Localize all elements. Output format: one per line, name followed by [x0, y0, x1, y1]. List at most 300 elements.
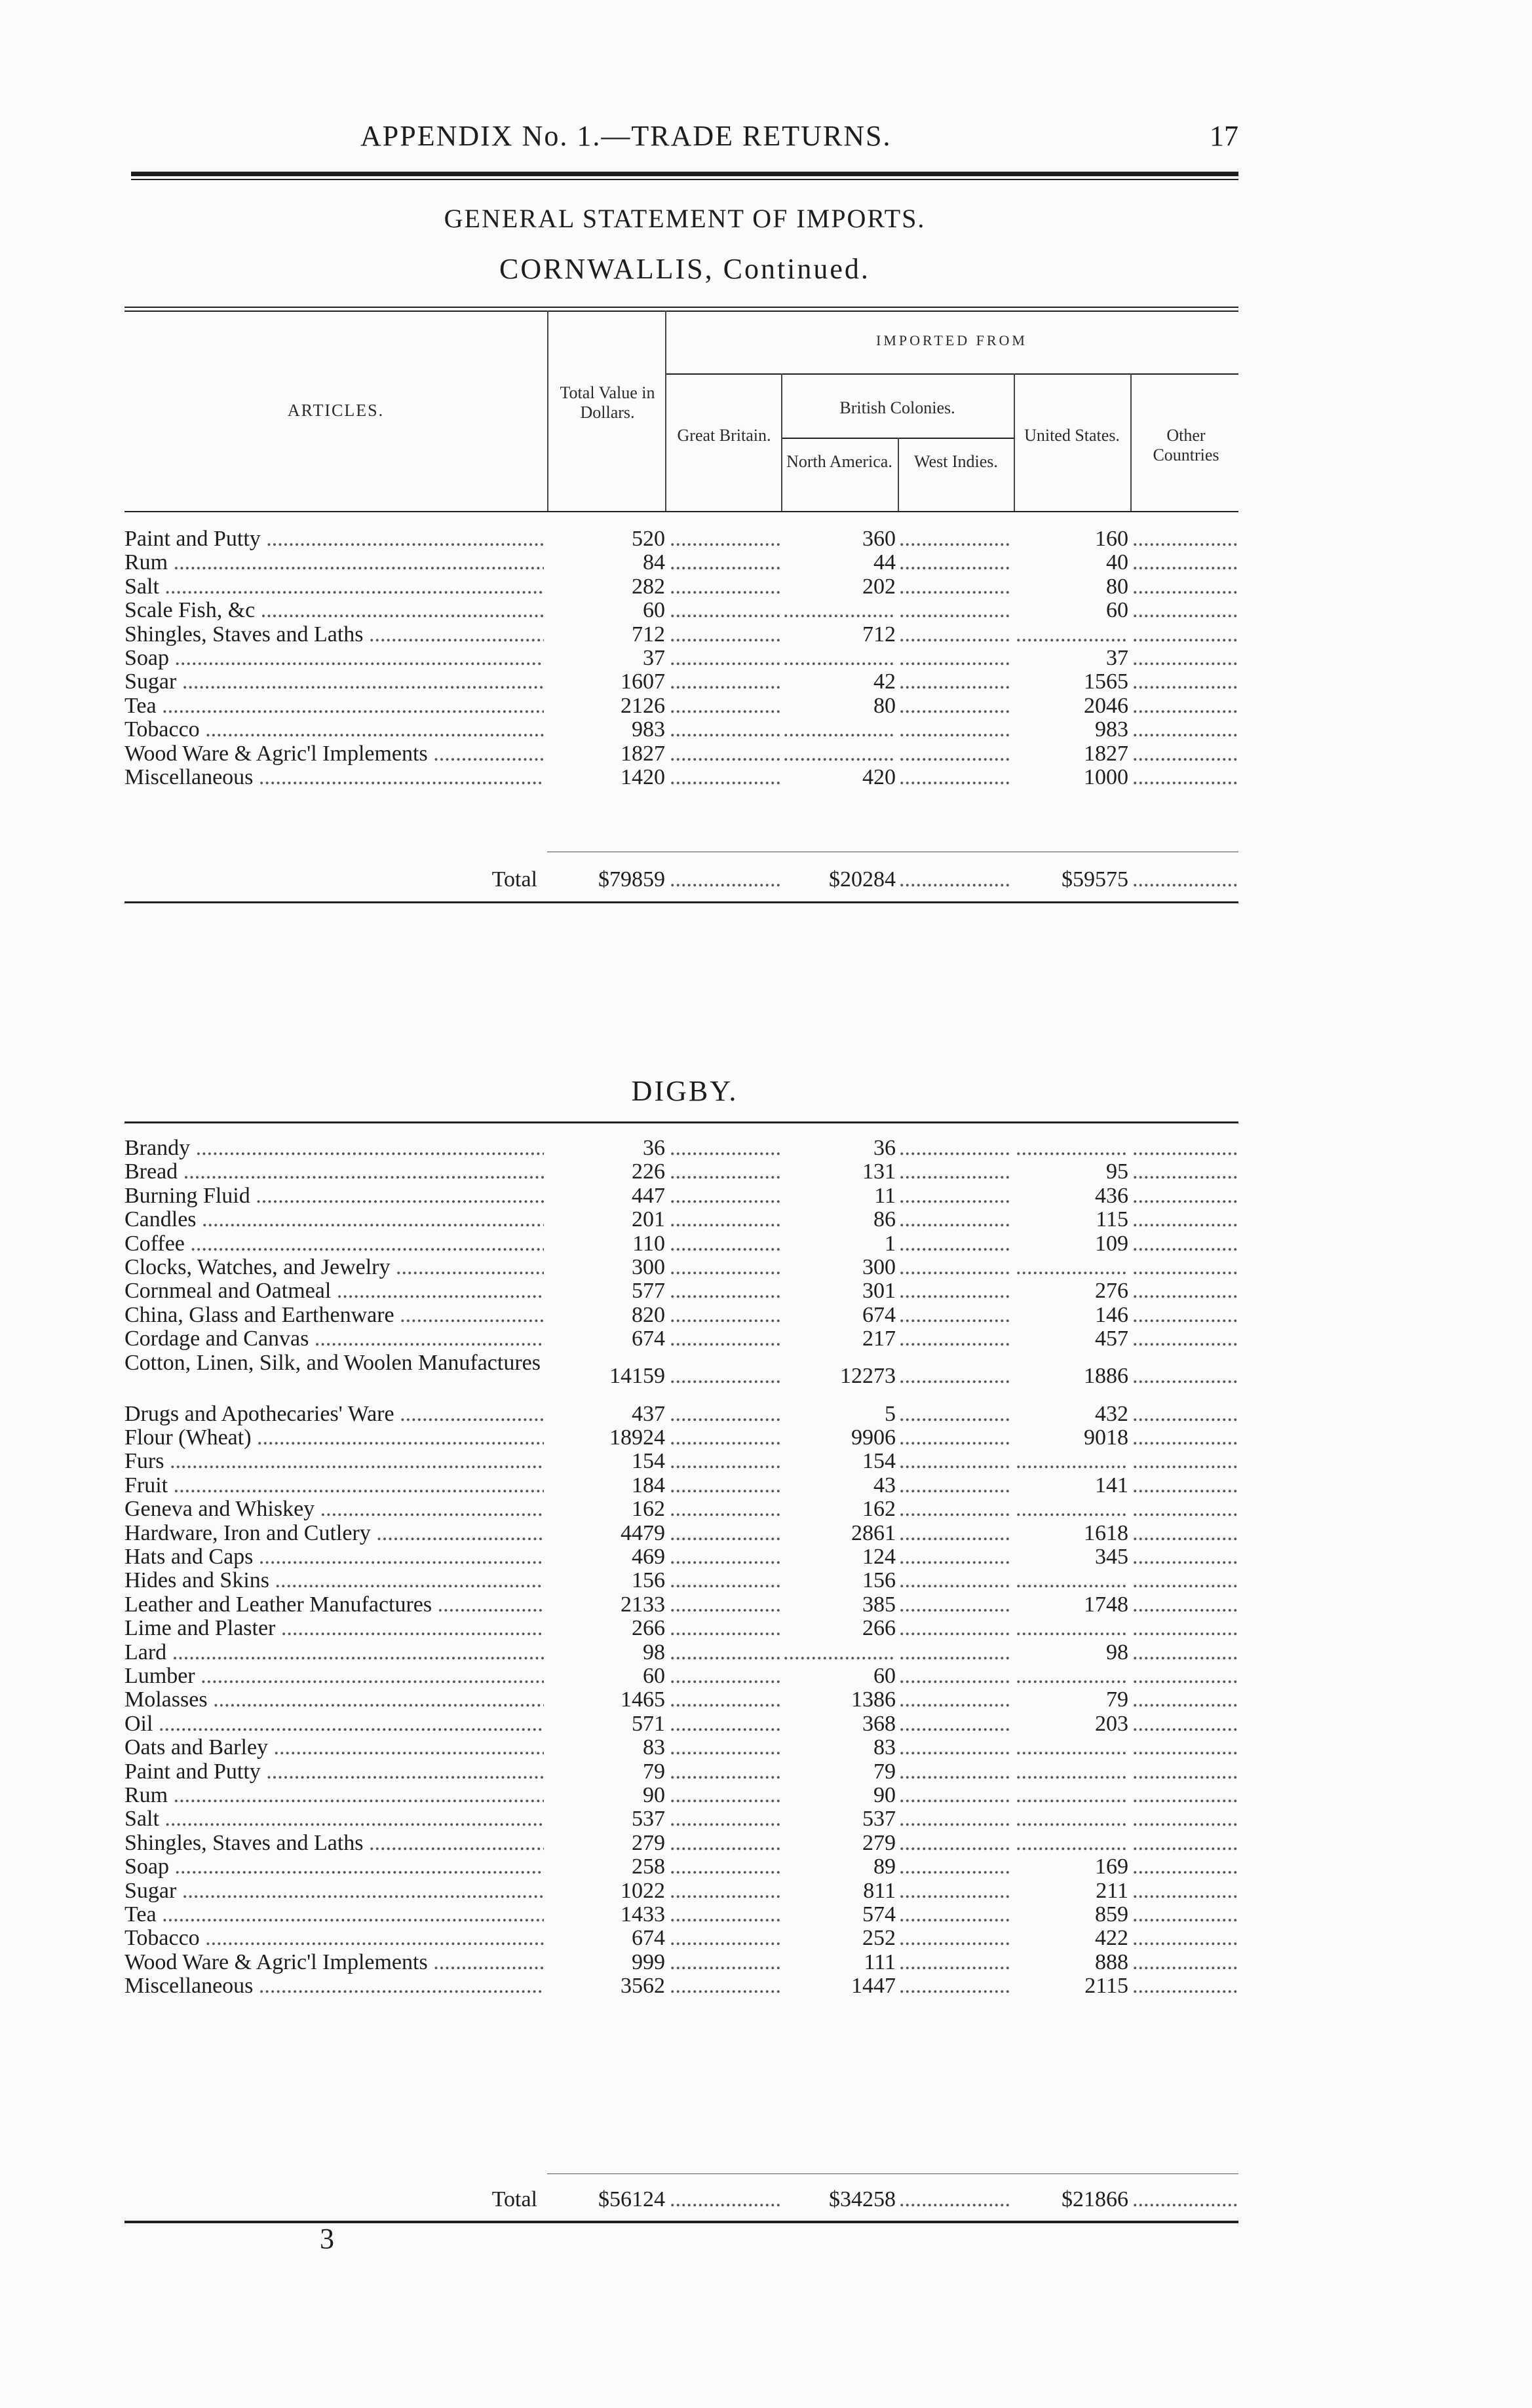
table-row: [0, 670, 1532, 694]
empty-cell: [1132, 1617, 1238, 1640]
value-total: 1607: [621, 670, 665, 694]
empty-cell: [670, 1137, 781, 1160]
value-total: 110: [632, 1232, 665, 1256]
table-row: [0, 1641, 1532, 1665]
empty-cell: [1132, 1951, 1238, 1974]
table-row: [0, 742, 1532, 766]
value-total: 447: [632, 1184, 665, 1208]
empty-cell: [670, 647, 781, 670]
empty-cell: [1132, 1426, 1238, 1450]
empty-cell: [1132, 742, 1238, 766]
value-total: 674: [632, 1327, 665, 1351]
empty-cell: [670, 1304, 781, 1327]
article-name: Lumber .....: [124, 1665, 544, 1688]
empty-cell: [1016, 1137, 1128, 1160]
value-na: 44: [873, 551, 896, 575]
running-head: [131, 119, 1238, 159]
table-row: [0, 766, 1532, 789]
digby-top-rule: [124, 1121, 1238, 1123]
empty-cell: [899, 1617, 1012, 1640]
empty-cell: [1132, 1474, 1238, 1497]
value-na: 266: [862, 1617, 896, 1641]
empty-cell: [1016, 1665, 1128, 1688]
empty-cell: [1016, 1450, 1128, 1473]
empty-cell: [1132, 575, 1238, 599]
empty-cell: [1132, 623, 1238, 647]
table-row: [0, 1137, 1532, 1160]
empty-cell: [899, 1474, 1012, 1497]
table-row: [0, 1879, 1532, 1903]
value-total: 820: [632, 1303, 665, 1327]
article-name: Miscellaneous .....: [124, 1974, 544, 1998]
empty-cell: [1132, 1137, 1238, 1160]
value-total: 520: [632, 527, 665, 551]
empty-cell: [1132, 670, 1238, 694]
empty-cell: [899, 1450, 1012, 1473]
empty-cell: [1132, 1450, 1238, 1473]
article-name: Lard .....: [124, 1641, 544, 1665]
empty-cell: [1132, 1879, 1238, 1903]
value-na: 1: [885, 1232, 896, 1256]
article-name: Sugar .....: [124, 670, 544, 694]
value-na: 574: [862, 1903, 896, 1927]
value-na: 42: [873, 670, 896, 694]
empty-cell: [783, 742, 896, 766]
article-name: Wood Ware & Agric'l Implements .....: [124, 742, 544, 766]
value-total: 37: [643, 647, 665, 670]
value-na: 217: [862, 1327, 896, 1351]
empty-cell: [670, 1184, 781, 1208]
value-total: 674: [632, 1927, 665, 1951]
empty-cell: [670, 527, 781, 551]
value-total: 537: [632, 1807, 665, 1832]
running-title: APPENDIX No. 1.—TRADE RETURNS.: [360, 120, 892, 152]
empty-cell: [899, 1160, 1012, 1184]
empty-cell: [670, 1712, 781, 1736]
digby-title: DIGBY.: [631, 1075, 738, 1107]
empty-cell: [899, 868, 1012, 892]
article-name: Coffee .....: [124, 1232, 544, 1256]
empty-cell: [783, 718, 896, 742]
total-row: [0, 2188, 1532, 2211]
empty-cell: [1016, 623, 1128, 647]
empty-cell: [899, 694, 1012, 718]
empty-cell: [1132, 2188, 1238, 2211]
table-row: [0, 1497, 1532, 1521]
empty-cell: [899, 1184, 1012, 1208]
empty-cell: [899, 599, 1012, 622]
article-name: Salt .....: [124, 575, 544, 599]
value-us: 115: [1096, 1208, 1128, 1232]
empty-cell: [670, 694, 781, 718]
empty-cell: [899, 766, 1012, 789]
empty-cell: [899, 1712, 1012, 1736]
empty-cell: [670, 1736, 781, 1759]
table-row: [0, 1402, 1532, 1426]
article-name: Flour (Wheat) .....: [124, 1426, 544, 1450]
empty-cell: [670, 1327, 781, 1351]
digby-end-rule: [124, 2221, 1238, 2223]
value-total: 258: [632, 1855, 665, 1879]
table-row: [0, 1450, 1532, 1473]
value-na: 156: [862, 1569, 896, 1593]
value-us: 141: [1095, 1473, 1128, 1497]
header-top-rule: [124, 307, 1238, 308]
value-us: 109: [1095, 1232, 1128, 1256]
statement-title: GENERAL STATEMENT OF IMPORTS.: [444, 204, 926, 233]
empty-cell: [670, 1974, 781, 1998]
empty-cell: [1132, 1160, 1238, 1184]
empty-cell: [1132, 1184, 1238, 1208]
empty-cell: [1132, 1760, 1238, 1784]
empty-cell: [670, 1208, 781, 1232]
value-na: 124: [862, 1545, 896, 1569]
empty-cell: [670, 1641, 781, 1665]
empty-cell: [670, 670, 781, 694]
value-total: 266: [632, 1617, 665, 1641]
empty-cell: [670, 1903, 781, 1927]
article-name: Shingles, Staves and Laths .....: [124, 623, 544, 647]
article-name: Paint and Putty .....: [124, 1760, 544, 1784]
empty-cell: [899, 1807, 1012, 1831]
article-name: Cotton, Linen, Silk, and Woolen Manufactures: [124, 1351, 541, 1375]
value-total: 1022: [621, 1879, 665, 1903]
article-name: Lime and Plaster .....: [124, 1617, 544, 1640]
value-total: 184: [632, 1473, 665, 1497]
table-row: [0, 1593, 1532, 1617]
empty-cell: [1132, 551, 1238, 574]
empty-cell: [1132, 1327, 1238, 1351]
value-total: 437: [632, 1402, 665, 1426]
value-us: 1565: [1084, 670, 1128, 694]
value-total: 14159: [609, 1364, 665, 1388]
empty-cell: [670, 1522, 781, 1545]
empty-cell: [899, 527, 1012, 551]
empty-cell: [670, 1545, 781, 1569]
col-divider: [781, 373, 782, 511]
table-row: [0, 1951, 1532, 1974]
table-row: [0, 694, 1532, 718]
table-row: [0, 1903, 1532, 1927]
article-name: Rum .....: [124, 1784, 544, 1807]
table-row: [0, 527, 1532, 551]
cornwallis-end-rule: [124, 901, 1238, 903]
empty-cell: [899, 718, 1012, 742]
value-na: 301: [862, 1279, 896, 1304]
empty-cell: [899, 1784, 1012, 1807]
value-total: 60: [643, 1665, 665, 1688]
article-name: Clocks, Watches, and Jewelry .....: [124, 1256, 544, 1279]
table-row: [0, 1927, 1532, 1950]
value-total: 999: [632, 1950, 665, 1974]
value-us: 2046: [1084, 694, 1128, 718]
table-row: [0, 1208, 1532, 1232]
empty-cell: [1132, 868, 1238, 892]
value-total: 36: [643, 1137, 665, 1160]
empty-cell: [1132, 1208, 1238, 1232]
empty-cell: [670, 1617, 781, 1640]
value-na: 5: [885, 1402, 896, 1426]
empty-cell: [899, 670, 1012, 694]
col-divider: [1014, 373, 1015, 511]
value-us: 80: [1106, 574, 1128, 599]
value-total: 154: [632, 1450, 665, 1474]
value-na: 2861: [851, 1521, 896, 1545]
empty-cell: [670, 1402, 781, 1426]
header-top-rule-2: [124, 310, 1238, 312]
value-na: 89: [873, 1855, 896, 1879]
article-name: Sugar .....: [124, 1879, 544, 1903]
empty-cell: [1132, 1593, 1238, 1617]
value-na: 368: [862, 1712, 896, 1736]
value-us: 345: [1095, 1545, 1128, 1569]
value-total: 1465: [621, 1688, 665, 1712]
article-name: Miscellaneous .....: [124, 766, 544, 789]
empty-cell: [899, 1974, 1012, 1998]
empty-cell: [1132, 1712, 1238, 1736]
empty-cell: [899, 1256, 1012, 1279]
value-total: 1827: [621, 742, 665, 766]
table-row: [0, 1304, 1532, 1327]
value-na: 12273: [840, 1364, 896, 1388]
value-total: 90: [643, 1784, 665, 1807]
value-us: 432: [1095, 1402, 1128, 1426]
empty-cell: [899, 575, 1012, 599]
article-name: Candles .....: [124, 1208, 544, 1232]
header-great-britain: Great Britain.: [677, 426, 771, 445]
value-us: 9018: [1084, 1426, 1128, 1450]
digby-sum-rule: [547, 2173, 1238, 2174]
signature-mark: 3: [320, 2223, 334, 2255]
header-united-states: United States.: [1024, 426, 1120, 445]
header-west-indies: West Indies.: [914, 452, 998, 471]
empty-cell: [670, 575, 781, 599]
value-na: 11: [874, 1184, 896, 1208]
empty-cell: [670, 1426, 781, 1450]
article-name: Shingles, Staves and Laths .....: [124, 1832, 544, 1855]
empty-cell: [670, 1784, 781, 1807]
empty-cell: [1016, 1736, 1128, 1759]
table-row: [0, 551, 1532, 574]
empty-cell: [899, 1327, 1012, 1351]
value-us: 422: [1095, 1927, 1128, 1951]
value-us: 276: [1095, 1279, 1128, 1304]
empty-cell: [670, 868, 781, 892]
header-rule-thin: [131, 179, 1238, 180]
header-british-colonies: British Colonies.: [839, 398, 955, 417]
empty-cell: [899, 1927, 1012, 1950]
value-us: 211: [1096, 1879, 1128, 1903]
value-total: 162: [632, 1497, 665, 1522]
article-name: Salt .....: [124, 1807, 544, 1831]
value-total: 571: [632, 1712, 665, 1736]
value-na: 36: [873, 1137, 896, 1160]
table-row: [0, 1256, 1532, 1279]
table-row: [0, 1784, 1532, 1807]
value-total: 300: [632, 1256, 665, 1279]
article-name: Fruit .....: [124, 1474, 544, 1497]
table-row: [0, 1665, 1532, 1688]
value-na: 154: [862, 1450, 896, 1474]
empty-cell: [1132, 694, 1238, 718]
article-name: Tea .....: [124, 1903, 544, 1927]
empty-cell: [670, 1450, 781, 1473]
empty-cell: [670, 1665, 781, 1688]
empty-cell: [783, 647, 896, 670]
empty-cell: [670, 1855, 781, 1879]
value-total: 98: [643, 1640, 665, 1665]
value-total: 469: [632, 1545, 665, 1569]
empty-cell: [670, 1256, 781, 1279]
value-na: 1447: [851, 1974, 896, 1999]
value-total: 1420: [621, 766, 665, 789]
value-us: 98: [1106, 1640, 1128, 1665]
value-na: 80: [873, 694, 896, 718]
empty-cell: [1132, 1688, 1238, 1712]
empty-cell: [670, 766, 781, 789]
value-us: 436: [1095, 1184, 1128, 1208]
empty-cell: [899, 551, 1012, 574]
value-total: 279: [632, 1831, 665, 1855]
article-name: Brandy .....: [124, 1137, 544, 1160]
section-title: CORNWALLIS, Continued.: [499, 253, 870, 285]
page-number: 17: [1210, 120, 1238, 152]
value-na: 9906: [851, 1426, 896, 1450]
empty-cell: [670, 1593, 781, 1617]
empty-cell: [1132, 1736, 1238, 1759]
table-row: [0, 718, 1532, 742]
empty-cell: [899, 1903, 1012, 1927]
empty-cell: [670, 1569, 781, 1592]
total-us: $21866: [1062, 2188, 1128, 2211]
article-name: Drugs and Apothecaries' Ware .....: [124, 1402, 544, 1426]
empty-cell: [899, 1364, 1012, 1388]
empty-cell: [899, 2188, 1012, 2211]
value-total: 2126: [621, 694, 665, 718]
article-name: Furs .....: [124, 1450, 544, 1473]
article-name: Tobacco .....: [124, 718, 544, 742]
value-us: 1748: [1084, 1592, 1128, 1617]
empty-cell: [1132, 1784, 1238, 1807]
article-name: Soap .....: [124, 647, 544, 670]
empty-cell: [899, 1304, 1012, 1327]
value-na: 811: [863, 1879, 896, 1903]
empty-cell: [899, 1426, 1012, 1450]
value-us: 1886: [1084, 1364, 1128, 1388]
table-row: [0, 1545, 1532, 1569]
empty-cell: [1132, 1569, 1238, 1592]
value-na: 162: [862, 1497, 896, 1522]
value-us: 40: [1106, 551, 1128, 575]
table-row: [0, 1832, 1532, 1855]
header-total-value: Total Value in Dollars.: [560, 383, 655, 422]
empty-cell: [1132, 1232, 1238, 1256]
value-na: 279: [862, 1831, 896, 1855]
value-total: 282: [632, 574, 665, 599]
table-row: [0, 1760, 1532, 1784]
empty-cell: [899, 1832, 1012, 1855]
table-row: [0, 1184, 1532, 1208]
article-name: Tea .....: [124, 694, 544, 718]
value-total: 201: [632, 1208, 665, 1232]
empty-cell: [899, 1497, 1012, 1521]
value-total: 18924: [609, 1426, 665, 1450]
empty-cell: [1132, 766, 1238, 789]
header-other-countries: Other Countries: [1153, 426, 1219, 464]
empty-cell: [670, 551, 781, 574]
empty-cell: [670, 1160, 781, 1184]
total-us: $59575: [1062, 868, 1128, 892]
article-name: Wood Ware & Agric'l Implements .....: [124, 1951, 544, 1974]
table-row: [0, 1736, 1532, 1759]
article-name: Hardware, Iron and Cutlery .....: [124, 1522, 544, 1545]
value-us: 859: [1095, 1903, 1128, 1927]
value-na: 90: [873, 1784, 896, 1807]
article-name: Rum .....: [124, 551, 544, 574]
empty-cell: [1016, 1569, 1128, 1592]
empty-cell: [899, 1232, 1012, 1256]
total-total: $79859: [598, 868, 665, 892]
empty-cell: [670, 1279, 781, 1303]
empty-cell: [670, 1760, 781, 1784]
empty-cell: [1016, 1617, 1128, 1640]
empty-cell: [1132, 599, 1238, 622]
value-total: 1433: [621, 1903, 665, 1927]
table-row: [0, 1426, 1532, 1450]
empty-cell: [899, 1760, 1012, 1784]
table-row: [0, 1617, 1532, 1640]
value-na: 60: [873, 1665, 896, 1688]
article-name: Leather and Leather Manufactures .....: [124, 1593, 544, 1617]
table-row: [0, 575, 1532, 599]
article-name: Molasses .....: [124, 1688, 544, 1712]
table-row: [0, 1855, 1532, 1879]
header-north-america: North America.: [786, 452, 892, 471]
value-us: 160: [1095, 527, 1128, 551]
empty-cell: [1132, 647, 1238, 670]
empty-cell: [899, 1569, 1012, 1592]
empty-cell: [670, 742, 781, 766]
value-total: 4479: [621, 1521, 665, 1545]
empty-cell: [1132, 718, 1238, 742]
empty-cell: [670, 1232, 781, 1256]
empty-cell: [1132, 1855, 1238, 1879]
empty-cell: [899, 1137, 1012, 1160]
article-name: Hats and Caps .....: [124, 1545, 544, 1569]
article-name: Soap .....: [124, 1855, 544, 1879]
value-total: 3562: [621, 1974, 665, 1999]
empty-cell: [899, 742, 1012, 766]
empty-cell: [899, 1688, 1012, 1712]
table-row: [0, 1279, 1532, 1303]
empty-cell: [1132, 1256, 1238, 1279]
table-row: [0, 1160, 1532, 1184]
header-articles: ARTICLES.: [287, 401, 385, 420]
empty-cell: [670, 1474, 781, 1497]
empty-cell: [899, 1545, 1012, 1569]
empty-cell: [1132, 1665, 1238, 1688]
total-na: $20284: [829, 868, 896, 892]
value-us: 457: [1095, 1327, 1128, 1351]
value-us: 1000: [1084, 766, 1128, 789]
value-us: 1827: [1084, 742, 1128, 766]
total-row: [0, 868, 1532, 892]
empty-cell: [1132, 1279, 1238, 1303]
empty-cell: [899, 1522, 1012, 1545]
total-label: Total: [491, 2188, 537, 2211]
empty-cell: [899, 1641, 1012, 1665]
empty-cell: [670, 1688, 781, 1712]
